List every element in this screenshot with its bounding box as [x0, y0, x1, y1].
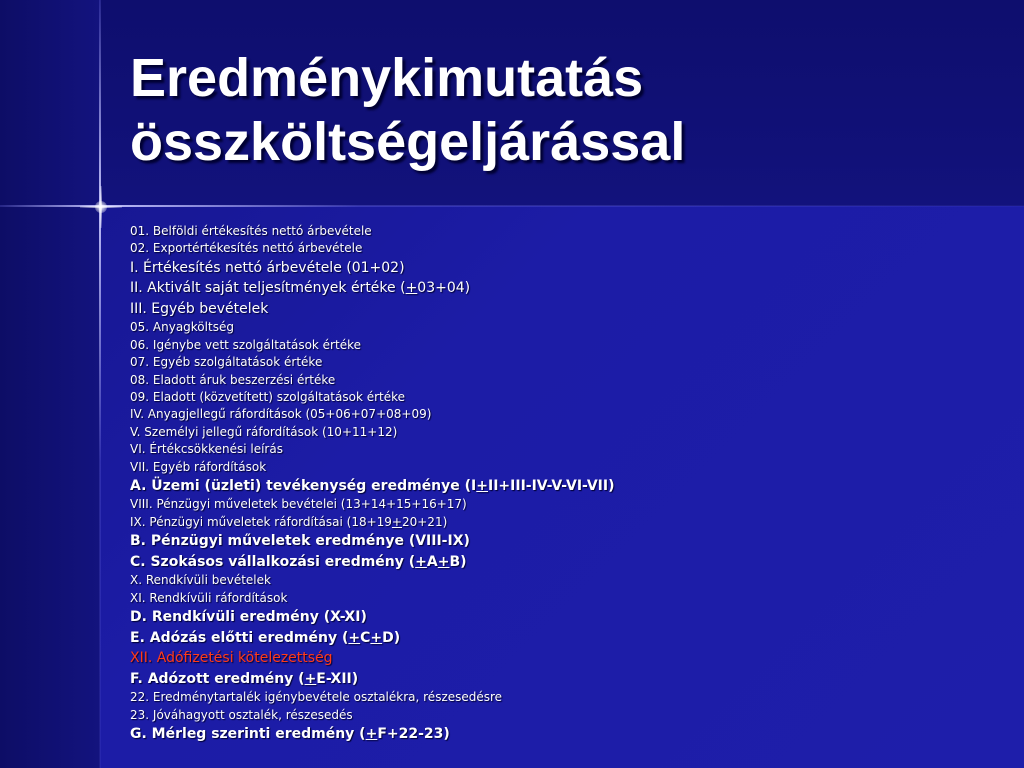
- plus-minus-sign: +: [437, 553, 450, 570]
- slide-title: [130, 46, 685, 174]
- item-text: F+22-23): [377, 725, 450, 742]
- list-item: [130, 628, 990, 649]
- income-statement-list: [130, 223, 990, 744]
- list-item: I. Értékesítés nettó árbevétele (01+02): [130, 259, 405, 276]
- list-item: 01. Belföldi értékesítés nettó árbevétele: [130, 224, 372, 238]
- list-item: [130, 552, 990, 573]
- list-item: 09. Eladott (közvetített) szolgáltatások értéke: [130, 389, 406, 404]
- item-text: 20+21): [401, 514, 448, 529]
- item-text: 03+04): [417, 280, 471, 297]
- plus-minus-sign: +: [476, 477, 488, 494]
- list-item: 07. Egyéb szolgáltatások értéke: [130, 355, 323, 370]
- list-item: 06. Igénybe vett szolgáltatások értéke: [130, 337, 361, 352]
- item-text: G. Mérleg szerinti eredmény (: [130, 725, 366, 742]
- title-line-1: Eredménykimutatás: [130, 48, 644, 108]
- list-item: [130, 669, 990, 690]
- item-text: F. Adózott eredmény (: [130, 670, 305, 687]
- list-item: [130, 724, 990, 745]
- list-item: VI. Értékcsökkenési leírás: [130, 442, 283, 457]
- horizontal-accent-line: [0, 205, 1024, 207]
- list-item: X. Rendkívüli bevételek: [130, 573, 271, 588]
- list-item: III. Egyéb bevételek: [130, 300, 269, 317]
- item-text: D): [382, 629, 401, 646]
- list-item: B. Pénzügyi műveletek eredménye (VIII-IX): [130, 533, 470, 550]
- item-text: II+III-IV-V-VI-VII): [488, 477, 615, 494]
- list-item: XI. Rendkívüli ráfordítások: [130, 590, 288, 605]
- list-item: VIII. Pénzügyi műveletek bevételei (13+14+15+16+17): [130, 497, 467, 512]
- item-text: A. Üzemi (üzleti) tevékenység eredménye (I: [130, 477, 477, 494]
- list-item: V. Személyi jellegű ráfordítások (10+11+12): [130, 424, 398, 439]
- left-band: [0, 0, 100, 768]
- list-item: 08. Eladott áruk beszerzési értéke: [130, 372, 336, 387]
- item-text: II. Aktivált saját teljesítmények értéke (: [130, 280, 406, 297]
- list-item: 05. Anyagköltség: [130, 320, 234, 335]
- highlighted-list-item: XII. Adófizetési kötelezettség: [130, 650, 333, 667]
- list-item: [130, 278, 990, 299]
- list-item: 02. Exportértékesítés nettó árbevétele: [130, 241, 363, 256]
- plus-minus-sign: +: [405, 280, 418, 297]
- list-item: VII. Egyéb ráfordítások: [130, 459, 267, 474]
- title-line-2: összköltségeljárással: [130, 112, 686, 172]
- item-text: C. Szokásos vállalkozási eredmény (: [130, 553, 416, 570]
- item-text: A: [426, 553, 438, 570]
- vertical-accent-line: [99, 0, 101, 768]
- plus-minus-sign: +: [348, 629, 361, 646]
- list-item: 22. Eredménytartalék igénybevétele osztalékra, részesedésre: [130, 690, 503, 705]
- list-item: [130, 476, 990, 497]
- item-text: IX. Pénzügyi műveletek ráfordításai (18+19: [130, 514, 392, 529]
- plus-minus-sign: +: [370, 629, 383, 646]
- item-text: E-XII): [316, 670, 359, 687]
- item-text: C: [360, 629, 371, 646]
- item-text: E. Adózás előtti eredmény (: [130, 629, 349, 646]
- plus-minus-sign: +: [365, 725, 378, 742]
- list-item: D. Rendkívüli eredmény (X-XI): [130, 609, 367, 626]
- plus-minus-sign: +: [391, 514, 402, 529]
- list-item: IV. Anyagjellegű ráfordítások (05+06+07+08+09): [130, 407, 432, 422]
- item-text: B): [449, 553, 467, 570]
- plus-minus-sign: +: [415, 553, 427, 570]
- list-item: 23. Jóváhagyott osztalék, részesedés: [130, 707, 353, 722]
- list-item: [130, 514, 990, 531]
- plus-minus-sign: +: [304, 670, 317, 687]
- sparkle-icon: [80, 186, 122, 228]
